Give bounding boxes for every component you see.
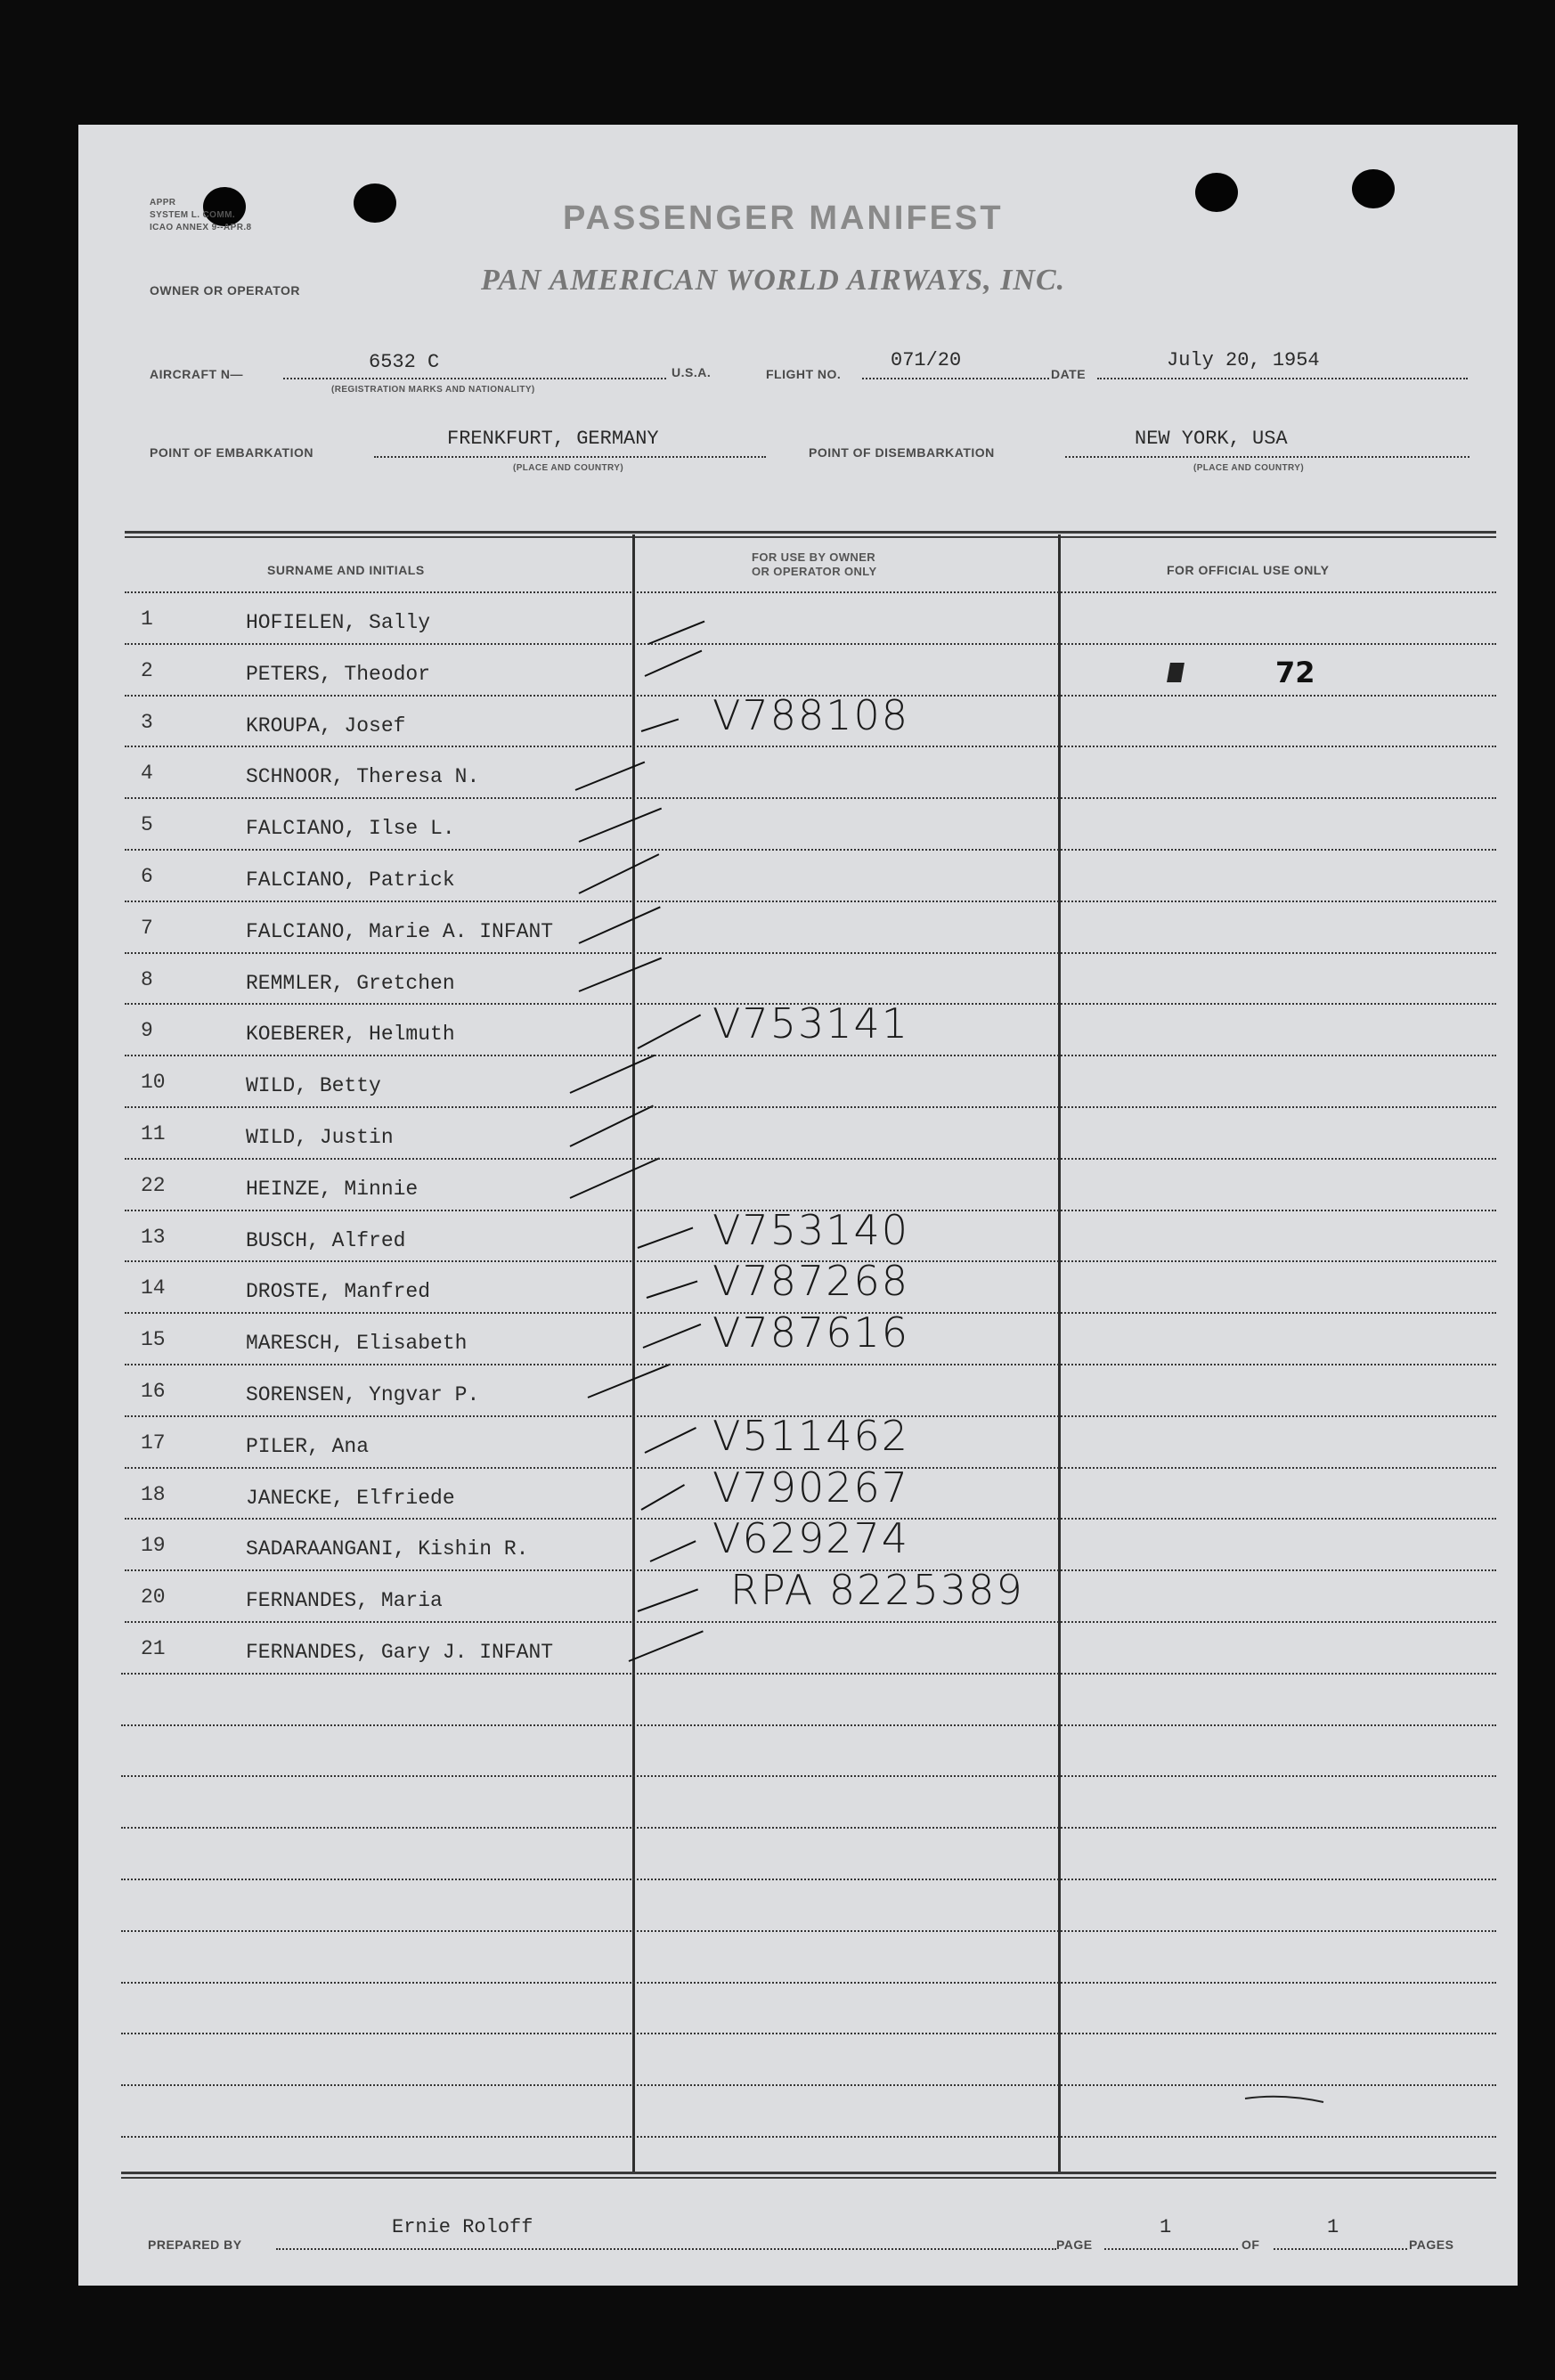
passenger-name: KOEBERER, Helmuth xyxy=(246,1023,455,1047)
passenger-name: JANECKE, Elfriede xyxy=(246,1486,455,1510)
row-rule xyxy=(121,1982,1496,1984)
pages-label: PAGES xyxy=(1409,2237,1454,2252)
operator-note: RPA 8225389 xyxy=(730,1566,1024,1615)
embark-value: FRENKFURT, GERMANY xyxy=(447,428,659,450)
date-value: July 20, 1954 xyxy=(1167,349,1320,371)
page-label: PAGE xyxy=(1056,2237,1093,2252)
prepared-label: PREPARED BY xyxy=(148,2237,242,2252)
embark-sublabel: (PLACE AND COUNTRY) xyxy=(513,463,624,473)
aircraft-sublabel: (REGISTRATION MARKS AND NATIONALITY) xyxy=(331,385,535,395)
operator-note: V790267 xyxy=(712,1463,910,1512)
page-underline xyxy=(1104,2248,1238,2250)
passenger-name: WILD, Justin xyxy=(246,1126,394,1149)
row-number: 2 xyxy=(141,658,153,682)
passenger-name: SCHNOOR, Theresa N. xyxy=(246,765,480,789)
row-number: 8 xyxy=(141,967,153,991)
aircraft-value: 6532 C xyxy=(369,351,440,373)
passenger-name: PILER, Ana xyxy=(246,1434,370,1458)
row-number: 20 xyxy=(141,1585,166,1610)
row-rule xyxy=(125,1055,1496,1056)
passenger-name: HEINZE, Minnie xyxy=(246,1177,419,1201)
row-number: 17 xyxy=(141,1430,166,1455)
row-rule xyxy=(121,1879,1496,1880)
punch-hole xyxy=(354,183,396,223)
passenger-name: FALCIANO, Marie A. INFANT xyxy=(246,919,554,943)
row-rule xyxy=(125,695,1496,697)
row-number: 6 xyxy=(141,865,153,888)
row-rule xyxy=(125,849,1496,851)
of-underline xyxy=(1274,2248,1407,2250)
operator-note: V787268 xyxy=(712,1257,910,1306)
prepared-underline xyxy=(276,2248,1056,2250)
passenger-name: REMMLER, Gretchen xyxy=(246,971,455,995)
row-number: 9 xyxy=(141,1019,153,1043)
row-rule xyxy=(125,1158,1496,1160)
page-value: 1 xyxy=(1160,2216,1172,2238)
operator-note: V629274 xyxy=(712,1514,910,1563)
row-rule xyxy=(125,1210,1496,1211)
date-label: DATE xyxy=(1051,367,1087,381)
row-number: 10 xyxy=(141,1071,166,1095)
row-rule xyxy=(125,1312,1496,1314)
owner-label: OWNER OR OPERATOR xyxy=(150,283,300,298)
approval-line: ICAO ANNEX 9--APR.8 xyxy=(150,223,252,232)
flight-label: FLIGHT NO. xyxy=(766,367,842,381)
operator-note: V753141 xyxy=(712,999,910,1048)
disembark-sublabel: (PLACE AND COUNTRY) xyxy=(1193,463,1305,473)
table-top-rule xyxy=(125,536,1496,538)
table-bottom-rule xyxy=(121,2177,1496,2179)
disembark-label: POINT OF DISEMBARKATION xyxy=(809,445,995,460)
column-header-operator: FOR USE BY OWNER xyxy=(752,550,876,564)
row-number: 5 xyxy=(141,813,153,837)
prepared-value: Ernie Roloff xyxy=(392,2216,533,2238)
passenger-name: MARESCH, Elisabeth xyxy=(246,1332,468,1356)
row-rule xyxy=(125,1621,1496,1623)
date-underline xyxy=(1097,378,1468,379)
row-number: 11 xyxy=(141,1122,166,1145)
flight-value: 071/20 xyxy=(891,349,962,371)
row-number: 1 xyxy=(141,607,153,631)
passenger-name: HOFIELEN, Sally xyxy=(246,611,431,634)
row-rule xyxy=(125,1518,1496,1520)
table-top-rule xyxy=(125,531,1496,534)
column-divider xyxy=(632,534,635,2172)
row-rule xyxy=(125,643,1496,645)
disembark-value: NEW YORK, USA xyxy=(1135,428,1288,450)
row-number: 13 xyxy=(141,1225,166,1249)
row-number: 7 xyxy=(141,916,153,940)
operator-note: V788108 xyxy=(712,690,910,739)
row-rule xyxy=(121,1775,1496,1777)
row-rule xyxy=(121,2084,1496,2086)
row-rule xyxy=(125,1467,1496,1469)
operator-note: V511462 xyxy=(712,1411,910,1460)
of-value: 1 xyxy=(1327,2216,1339,2238)
row-number: 4 xyxy=(141,762,153,786)
approval-line: SYSTEM L. COMM. xyxy=(150,210,235,220)
row-number: 18 xyxy=(141,1482,166,1506)
passenger-name: FALCIANO, Ilse L. xyxy=(246,817,455,841)
passenger-name: FALCIANO, Patrick xyxy=(246,868,455,892)
row-rule xyxy=(125,1003,1496,1005)
operator-note: V753140 xyxy=(712,1205,910,1254)
row-rule xyxy=(125,1106,1496,1108)
row-number: 15 xyxy=(141,1328,166,1352)
embark-underline xyxy=(374,456,766,458)
embark-label: POINT OF EMBARKATION xyxy=(150,445,313,460)
row-rule xyxy=(125,1569,1496,1571)
flight-underline xyxy=(862,378,1049,379)
usa-label: U.S.A. xyxy=(672,365,712,379)
punch-hole xyxy=(203,187,246,226)
official-note: 72 xyxy=(1275,656,1315,689)
row-rule xyxy=(125,1364,1496,1365)
column-header-official: FOR OFFICIAL USE ONLY xyxy=(1167,563,1330,577)
aircraft-underline xyxy=(283,378,666,379)
row-rule xyxy=(121,1930,1496,1932)
row-rule xyxy=(125,591,1496,593)
approval-line: APPR xyxy=(150,198,176,208)
column-header-operator: OR OPERATOR ONLY xyxy=(752,565,877,578)
row-number: 16 xyxy=(141,1380,166,1403)
row-number: 14 xyxy=(141,1276,166,1300)
row-rule xyxy=(125,1415,1496,1417)
owner-value: PAN AMERICAN WORLD AIRWAYS, INC. xyxy=(481,264,1066,297)
column-header-surname: SURNAME AND INITIALS xyxy=(267,563,425,577)
column-divider xyxy=(1058,534,1061,2172)
row-number: 22 xyxy=(141,1173,166,1197)
row-rule xyxy=(125,746,1496,747)
disembark-underline xyxy=(1065,456,1470,458)
passenger-name: KROUPA, Josef xyxy=(246,713,406,738)
passenger-name: PETERS, Theodor xyxy=(246,662,431,686)
passenger-name: WILD, Betty xyxy=(246,1074,381,1098)
aircraft-label: AIRCRAFT N— xyxy=(150,367,244,381)
operator-note: V787616 xyxy=(712,1308,910,1357)
row-number: 21 xyxy=(141,1637,166,1660)
passenger-name: DROSTE, Manfred xyxy=(246,1280,431,1304)
passenger-name: FERNANDES, Maria xyxy=(246,1589,443,1613)
of-label: OF xyxy=(1242,2237,1260,2252)
row-number: 3 xyxy=(141,710,153,734)
passenger-name: SORENSEN, Yngvar P. xyxy=(246,1383,480,1406)
row-rule xyxy=(125,1260,1496,1262)
table-bottom-rule xyxy=(121,2172,1496,2174)
row-rule xyxy=(121,2033,1496,2034)
row-rule xyxy=(125,797,1496,799)
row-rule xyxy=(125,952,1496,954)
passenger-name: SADARAANGANI, Kishin R. xyxy=(246,1537,529,1561)
row-rule xyxy=(121,1827,1496,1829)
passenger-name: FERNANDES, Gary J. INFANT xyxy=(246,1641,554,1664)
row-rule xyxy=(121,2136,1496,2138)
punch-hole xyxy=(1352,169,1395,208)
row-number: 19 xyxy=(141,1534,166,1558)
punch-hole xyxy=(1195,173,1238,212)
row-rule xyxy=(125,901,1496,902)
row-rule xyxy=(121,1724,1496,1726)
passenger-name: BUSCH, Alfred xyxy=(246,1228,406,1252)
page-title: PASSENGER MANIFEST xyxy=(563,200,1004,237)
row-rule xyxy=(121,1673,1496,1675)
